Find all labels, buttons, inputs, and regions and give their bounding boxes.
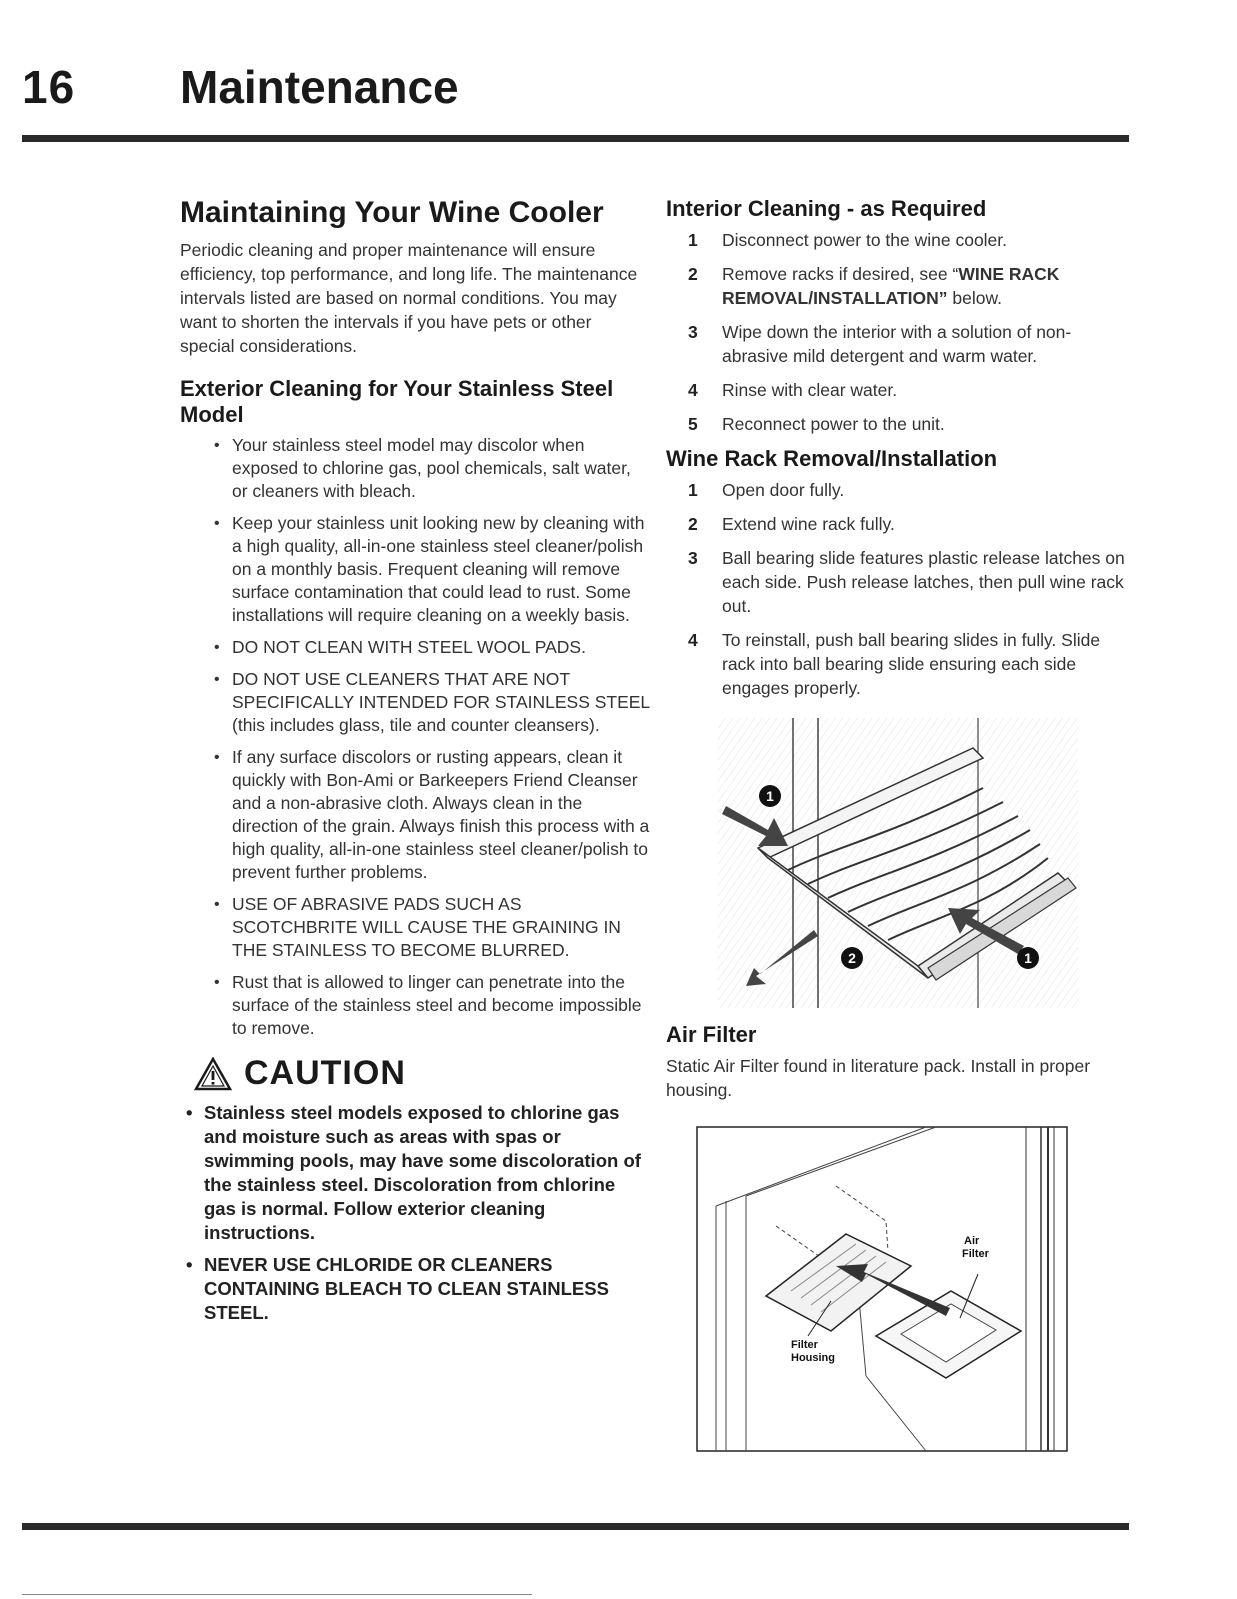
callout-1: 1 [766,788,774,804]
interior-heading: Interior Cleaning - as Required [666,196,987,221]
section-heading-maintaining: Maintaining Your Wine Cooler [180,196,604,229]
right-column [666,196,1126,1452]
list-item [688,228,1126,252]
step-number: 4 [688,380,698,400]
intro-paragraph: Periodic cleaning and proper maintenance will ensure efficiency, top performance, and long life. The maintenance intervals listed are based on normal conditions. You may want to shorten the intervals if you have pets or other special considerations. [180,240,638,356]
step-text: Extend wine rack fully. [722,514,895,534]
list-item [688,512,1126,536]
callout-1b: 1 [1024,950,1032,966]
label-filter-housing-line2: Housing [791,1352,835,1364]
list-item: • Your stainless steel model may discolor when exposed to chlorine gas, pool chemicals, salt water, or cleaners with bleach. [232,434,650,503]
list-item [688,320,1126,368]
step-text: Remove racks if desired, see “ [722,264,959,284]
list-item: • USE OF ABRASIVE PADS SUCH AS SCOTCHBRITE WILL CAUSE THE GRAINING IN THE STAINLESS TO BECOME BLURRED. [232,893,650,962]
list-item: • DO NOT USE CLEANERS THAT ARE NOT SPECIFICALLY INTENDED FOR STAINLESS STEEL (this includes glass, tile and counter cleansers). [232,668,650,737]
list-item: • Stainless steel models exposed to chlorine gas and moisture such as areas with spas or swimming pools, may have some discoloration of the stainless steel. Discoloration from chlorine gas is normal. Follow exterior cleaning instructions. [204,1101,650,1245]
list-item: • Keep your stainless unit looking new by cleaning with a high quality, all-in-one stainless steel cleaner/polish on a monthly basis. Frequent cleaning will remove surface contamination that could lead to rust. Some installations will require cleaning on a weekly basis. [232,512,650,627]
header-rule [22,135,1129,142]
caution-header [194,1054,650,1093]
label-air-filter-line2: Filter [962,1248,989,1260]
warning-triangle-icon [194,1057,232,1091]
list-item: • If any surface discolors or rusting appears, clean it quickly with Bon-Ami or Barkeepers Friend Cleanser and a non-abrasive cloth. Always clean in the direction of the grain. Always finish this process with a high quality, all-in-one stainless steel cleaner/polish to prevent further problems. [232,746,650,884]
caution-list [180,1101,650,1325]
wine-rack-illustration [718,718,1126,1008]
step-number: 3 [688,322,698,342]
air-filter-illustration [696,1126,1126,1452]
label-filter-housing-line1: Filter [791,1339,818,1351]
step-number: 5 [688,414,698,434]
step-text: Rinse with clear water. [722,380,898,400]
label-air-filter-line1: Air [964,1235,980,1247]
step-number: 3 [688,548,698,568]
step-text: Wipe down the interior with a solution of non-abrasive mild detergent and warm water. [722,322,1072,366]
list-item: • NEVER USE CHLORIDE OR CLEANERS CONTAINING BLEACH TO CLEAN STAINLESS STEEL. [204,1253,650,1325]
list-item [688,546,1126,618]
air-filter-text: Static Air Filter found in literature pack. Install in proper housing. [666,1056,1091,1100]
exterior-heading: Exterior Cleaning for Your Stainless Steel Model [180,376,614,427]
step-text: below. [947,288,1003,308]
step-text: Ball bearing slide features plastic release latches on each side. Push release latches, then pull wine rack out. [722,548,1125,616]
step-text: Disconnect power to the wine cooler. [722,230,1008,250]
step-number: 2 [688,264,698,284]
list-item [688,378,1126,402]
exterior-bullet-list [180,434,650,1040]
caution-title: CAUTION [244,1054,406,1092]
step-number: 1 [688,480,698,500]
step-number: 1 [688,230,698,250]
step-number: 4 [688,630,698,650]
list-item [688,478,1126,502]
page-number: 16 [22,61,76,113]
footer-rule [22,1523,1129,1530]
air-filter-heading: Air Filter [666,1022,757,1047]
interior-steps [666,228,1126,436]
step-text: Reconnect power to the unit. [722,414,945,434]
step-text: To reinstall, push ball bearing slides in fully. Slide rack into ball bearing slide ensuring each side engages properly. [722,630,1101,698]
rack-steps [666,478,1126,700]
footer-line [22,1594,532,1595]
list-item: • DO NOT CLEAN WITH STEEL WOOL PADS. [232,636,650,659]
callout-2: 2 [848,950,856,966]
list-item [688,628,1126,700]
step-reference: WINE RACK REMOVAL/INSTALLATION” [722,264,1060,308]
list-item [688,262,1126,310]
list-item [688,412,1126,436]
page-title: Maintenance [180,61,459,113]
step-number: 2 [688,514,698,534]
list-item: • Rust that is allowed to linger can penetrate into the surface of the stainless steel and become impossible to remove. [232,971,650,1040]
step-text: Open door fully. [722,480,845,500]
rack-heading: Wine Rack Removal/Installation [666,446,998,471]
left-column [180,196,650,1333]
